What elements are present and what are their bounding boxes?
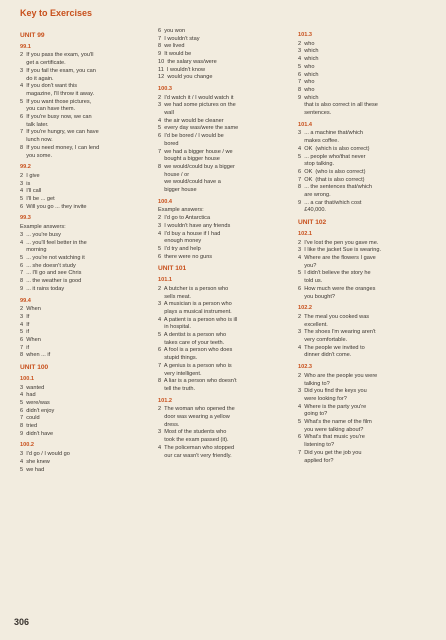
answer-line: 6 you won (158, 28, 186, 34)
answer-line: bigger house (158, 187, 197, 194)
answer-line: 3 If (20, 313, 30, 320)
answer-line: 7 OK (that is also correct) (298, 176, 365, 183)
answer-line: 3 The shoes I'm wearing aren't (298, 329, 376, 336)
exercise-number: 101.2 (158, 397, 172, 404)
answer-line: 2 Who are the people you were (298, 372, 378, 379)
answer-line: 3 A musician is a person who (158, 301, 232, 308)
answer-line: morning (20, 247, 47, 254)
answer-line: 3 wanted (20, 384, 45, 391)
answer-line: very intelligent. (158, 370, 202, 377)
answer-line: took the exam passed (it). (158, 437, 229, 444)
answer-line: 8 If you need money, I can lend (20, 144, 100, 151)
answer-line: 4 which (298, 56, 319, 63)
answer-line: 4 I'd buy a house if I had (158, 230, 221, 237)
answer-line: 6 Will you go ... they invite (20, 203, 87, 210)
page-number: 306 (14, 617, 30, 627)
answer-line: plays a musical instrument. (158, 308, 232, 315)
answer-line: 6 What's that music you're (298, 434, 365, 441)
answer-line: 5 A dentist is a person who (158, 332, 227, 339)
answer-line: 7 If you're hungry, we can have (20, 129, 99, 136)
answer-line: 3 we had some pictures on the (158, 102, 236, 109)
answer-line: enough money (158, 238, 202, 245)
answer-line: going to? (298, 411, 328, 418)
answer-line: 4 The people we invited to (298, 344, 365, 351)
exercise-number: 99.4 (20, 297, 31, 304)
answer-line: 7 Did you get the job you (298, 449, 362, 456)
answer-line: 11 I wouldn't know (158, 66, 205, 73)
answer-line: wall (158, 110, 174, 117)
answer-line: 5 every day was/were the same (158, 125, 239, 132)
answer-line: makes coffee. (298, 138, 339, 145)
answer-line: 2 I'd go to Antarctica (158, 215, 211, 222)
answer-line: sells meat. (158, 293, 191, 300)
answer-line: 2 The woman who opened the (158, 406, 235, 413)
answer-line: that is also correct in all these (298, 102, 378, 109)
exercise-number: 99.2 (20, 164, 31, 171)
answer-line: 7 ... I'll go and see Chris (20, 270, 82, 277)
answer-line: 8 we lived (158, 43, 185, 50)
answer-line: dinner didn't come. (298, 352, 352, 359)
exercise-number: 99.3 (20, 215, 31, 222)
answer-line: 7 I wouldn't stay (158, 35, 200, 42)
answer-line: 2 The meal you cooked was (298, 313, 370, 320)
answer-line: 4 OK (which is also correct) (298, 145, 370, 152)
exercise-number: 101.4 (298, 121, 312, 128)
answer-line: 2 I give (20, 172, 40, 179)
answer-line: 4 If (20, 321, 30, 328)
unit-heading: UNIT 102 (298, 219, 327, 227)
exercise-number: 101.3 (298, 32, 312, 38)
answer-line: 5 ... you're not watching it (20, 254, 85, 261)
answer-line: 4 The policeman who stopped (158, 444, 235, 451)
answer-line: 6 there were no guns (158, 253, 213, 260)
answer-line: you were talking about? (298, 426, 364, 433)
answer-line: 7 could (20, 415, 40, 422)
answer-line: 3 I'd go / I would go (20, 451, 70, 458)
answer-line: 2 If you pass the exam, you'll (20, 52, 94, 59)
answer-line: bought a bigger house (158, 156, 220, 163)
answer-line: 6 A fool is a person who does (158, 347, 233, 354)
answer-line: lunch now. (20, 137, 53, 144)
answer-line: are wrong. (298, 192, 331, 199)
answer-line: 3 Most of the students who (158, 429, 227, 436)
answer-line: 6 ... she doesn't study (20, 262, 76, 269)
answer-line: dress. (158, 421, 180, 428)
answer-line: stupid things. (158, 355, 198, 362)
answer-line: tell the truth. (158, 385, 195, 392)
exercise-number: 102.1 (298, 230, 312, 237)
exercise-number: 102.2 (298, 305, 312, 312)
answer-line: 6 OK (who is also correct) (298, 168, 366, 175)
answer-line: you? (298, 262, 317, 269)
answer-line: 3 ... you're busy (20, 231, 61, 238)
exercise-number: 102.3 (298, 364, 312, 371)
answer-line: excellent. (298, 321, 328, 328)
answer-line: very comfortable. (298, 337, 348, 344)
answer-line: 9 ... it rains today (20, 285, 65, 292)
answer-line: Example answers: (158, 207, 204, 214)
answer-line: applied for? (298, 457, 334, 464)
unit-heading: UNIT 101 (158, 265, 187, 273)
exercise-number: 101.1 (158, 277, 172, 284)
answer-line: 5 If you want those pictures, (20, 98, 92, 105)
answer-line: 3 which (298, 48, 319, 55)
answer-line: 8 ... the weather is good (20, 278, 82, 285)
answer-line: 8 tried (20, 423, 38, 430)
answer-line: our car wasn't very friendly. (158, 452, 232, 459)
answer-line: 5 I'll be ... get (20, 196, 55, 203)
answer-line: 4 A patient is a person who is ill (158, 316, 238, 323)
answer-line: 4 had (20, 392, 36, 399)
answer-line: do it again. (20, 75, 54, 82)
answer-line: 4 Where is the party you're (298, 403, 367, 410)
answer-line: 5 ... people who/that never (298, 153, 366, 160)
exercise-number: 100.4 (158, 198, 172, 205)
answer-line: 8 who (298, 86, 315, 93)
answer-line: 7 who (298, 79, 315, 86)
answer-line: 8 ... the sentences that/which (298, 184, 373, 191)
answer-line: bored (158, 140, 179, 147)
answer-line: 7 we had a bigger house / we (158, 148, 233, 155)
answer-line: 3 is (20, 180, 31, 187)
answer-line: 2 I've lost the pen you gave me. (298, 239, 379, 246)
answer-line: 9 It would be (158, 51, 192, 58)
exercise-number: 100.2 (20, 442, 34, 449)
exercise-number: 100.3 (158, 85, 172, 92)
answer-line: 9 ... a car that/which cost (298, 199, 362, 206)
answer-line: 9 didn't have (20, 430, 54, 437)
answer-line: 6 I'd be bored / I would be (158, 133, 224, 140)
answer-line: takes care of your teeth. (158, 339, 225, 346)
answer-column-2 (158, 28, 266, 460)
answer-column-3 (298, 28, 420, 465)
unit-heading: UNIT 100 (20, 364, 49, 372)
answer-line: get a certificate. (20, 60, 66, 67)
answer-line: 5 I'd try and help (158, 245, 201, 252)
answer-line: you bought? (298, 293, 336, 300)
answer-line: 4 she knew (20, 458, 50, 465)
answer-line: 6 didn't enjoy (20, 407, 55, 414)
answer-line: 4 If you don't want this (20, 83, 78, 90)
answer-line: stop talking. (298, 161, 335, 168)
answer-line: 5 if (20, 329, 30, 336)
answer-line: 7 if (20, 344, 30, 351)
answer-line: listening to? (298, 442, 335, 449)
answer-line: 8 A liar is a person who doesn't (158, 378, 237, 385)
answer-line: 9 which (298, 94, 319, 101)
answer-line: 12 would you change (158, 74, 213, 81)
answer-line: 5 What's the name of the film (298, 419, 372, 426)
answer-line: we would/could have a (158, 179, 221, 186)
answer-line: 2 who (298, 40, 315, 47)
answer-line: 3 If you fail the exam, you can (20, 67, 96, 74)
answer-line: 3 ... a machine that/which (298, 130, 363, 137)
answer-line: door was wearing a yellow (158, 414, 230, 421)
answer-line: sentences. (298, 110, 332, 117)
answer-line: 4 Where are the flowers I gave (298, 254, 376, 261)
answer-line: 6 If you're busy now, we can (20, 114, 92, 121)
exercise-number: 99.1 (20, 43, 31, 50)
answer-line: 2 A butcher is a person who (158, 285, 229, 292)
answer-line: Example answers: (20, 224, 66, 231)
answer-line: magazine, I'll throw it away. (20, 90, 95, 97)
answer-line: 4 ... you'll feel better in the (20, 239, 87, 246)
answer-line: 8 we would/could buy a bigger (158, 163, 235, 170)
answer-line: 6 How much were the oranges (298, 285, 376, 292)
answer-line: 3 Did you find the keys you (298, 388, 367, 395)
answer-line: 8 when ... if (20, 352, 51, 359)
page-title: Key to Exercises (20, 8, 93, 18)
answer-line: 4 the air would be cleaner (158, 117, 224, 124)
answer-line: 5 I didn't believe the story he (298, 270, 371, 277)
answer-line: 5 were/was (20, 399, 50, 406)
answer-line: you can have them. (20, 106, 76, 113)
answer-line: 5 we had (20, 466, 45, 473)
answer-line: 7 A genius is a person who is (158, 362, 232, 369)
answer-line: 2 When (20, 306, 41, 313)
exercise-number: 100.1 (20, 375, 34, 382)
unit-heading: UNIT 99 (20, 32, 45, 39)
answer-line: 3 I wouldn't have any friends (158, 222, 231, 229)
answer-line: told us. (298, 278, 323, 285)
answer-line: 2 I'd watch it / I would watch it (158, 94, 234, 101)
answer-line: 10 the salary was/were (158, 58, 217, 65)
answer-line: £40,000. (298, 207, 326, 214)
answer-line: 6 When (20, 337, 41, 344)
answer-line: in hospital. (158, 324, 191, 331)
answer-column-1 (20, 28, 120, 474)
answer-line: talk later. (20, 121, 49, 128)
answer-line: 6 which (298, 71, 319, 78)
answer-line: 5 who (298, 63, 315, 70)
answer-line: 4 I'll call (20, 188, 42, 195)
answer-line: talking to? (298, 380, 330, 387)
answer-line: 3 I like the jacket Sue is wearing. (298, 247, 382, 254)
answer-line: you some. (20, 152, 53, 159)
answer-line: house / or (158, 171, 190, 178)
answer-line: were looking for? (298, 395, 347, 402)
